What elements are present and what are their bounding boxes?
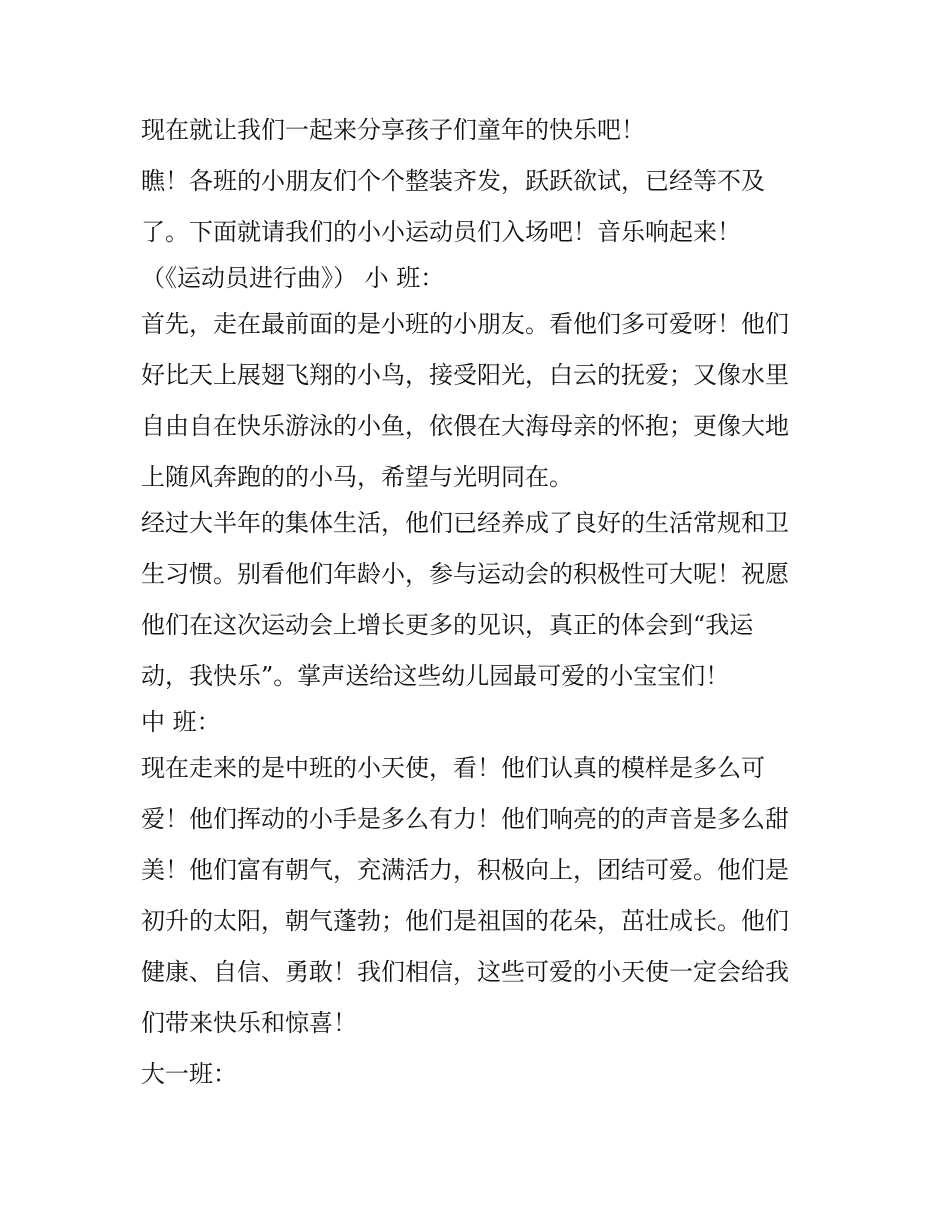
text-line: 上随风奔跑的的小马，希望与光明同在。 bbox=[141, 463, 573, 491]
document-body bbox=[141, 112, 841, 1107]
text-line: 好比天上展翅飞翔的小鸟，接受阳光，白云的抚爱；又像水里 bbox=[141, 361, 789, 389]
section-heading: （《运动员进行曲》） 小 班： bbox=[141, 264, 445, 292]
text-line: 首先，走在最前面的是小班的小朋友。看他们多可爱呀！他们 bbox=[141, 310, 789, 338]
section-heading: 大一班： bbox=[141, 1060, 237, 1088]
text-line: 现在走来的是中班的小天使，看！他们认真的模样是多么可 bbox=[141, 754, 765, 782]
text-line: 他们在这次运动会上增长更多的见识，真正的体会到“我运 bbox=[141, 611, 754, 639]
text-line: 动，我快乐”。掌声送给这些幼儿园最可爱的小宝宝们！ bbox=[141, 662, 730, 690]
text-line: 爱！他们挥动的小手是多么有力！他们响亮的的声音是多么甜 bbox=[141, 805, 789, 833]
text-line: 瞧！各班的小朋友们个个整装齐发，跃跃欲试，已经等不及 bbox=[141, 167, 765, 195]
text-line: 了。下面就请我们的小小运动员们入场吧！音乐响起来！ bbox=[141, 218, 741, 246]
section-heading: 中 班： bbox=[141, 708, 221, 736]
text-line: 美！他们富有朝气，充满活力，积极向上，团结可爱。他们是 bbox=[141, 856, 789, 884]
text-line: 自由自在快乐游泳的小鱼，依偎在大海母亲的怀抱；更像大地 bbox=[141, 412, 789, 440]
text-line: 初升的太阳，朝气蓬勃；他们是祖国的花朵，茁壮成长。他们 bbox=[141, 907, 789, 935]
text-line: 经过大半年的集体生活，他们已经养成了良好的生活常规和卫 bbox=[141, 509, 789, 537]
text-line: 现在就让我们一起来分享孩子们童年的快乐吧！ bbox=[141, 116, 645, 144]
text-line: 生习惯。别看他们年龄小，参与运动会的积极性可大呢！祝愿 bbox=[141, 560, 789, 588]
text-line: 健康、自信、勇敢！我们相信，这些可爱的小天使一定会给我 bbox=[141, 958, 789, 986]
text-line: 们带来快乐和惊喜！ bbox=[141, 1009, 357, 1037]
